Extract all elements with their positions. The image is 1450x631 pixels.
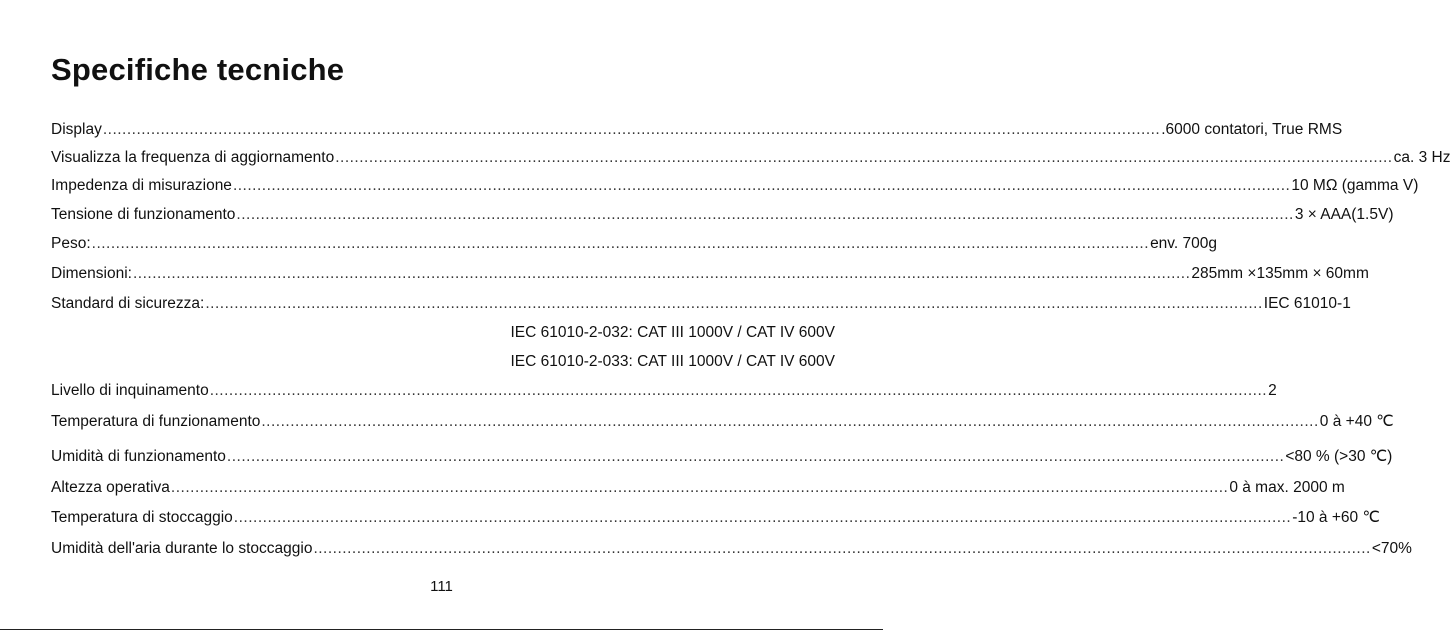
spec-row-safety-standard-cont-2 xyxy=(51,351,835,373)
spec-value: 3 × AAA(1.5V) xyxy=(1294,206,1394,223)
spec-row-safety-standard xyxy=(51,293,1351,315)
spec-label: Display xyxy=(51,121,102,138)
spec-row-refresh-rate xyxy=(51,147,1450,169)
dot-leader: ............................................................................................................................................................................................................................ xyxy=(170,479,1229,496)
spec-row-display xyxy=(51,119,1343,141)
dot-leader: ............................................................................................................................................................................................................................ xyxy=(91,235,1150,252)
spec-row-safety-standard-cont-1 xyxy=(51,322,835,344)
page-number: 111 xyxy=(430,578,453,595)
dot-leader: ............................................................................................................................................................................................................................ xyxy=(261,413,1319,430)
spec-list xyxy=(51,0,1450,631)
dot-leader: ............................................................................................................................................................................................................................ xyxy=(232,177,1291,194)
spec-label: Impedenza di misurazione xyxy=(51,177,232,194)
spec-row-storage-humidity xyxy=(51,538,1412,560)
spec-label: Temperatura di stoccaggio xyxy=(51,509,233,526)
spec-row-dimensions xyxy=(51,263,1369,285)
spec-row-operating-humidity xyxy=(51,446,1393,468)
spec-value: 10 MΩ (gamma V) xyxy=(1291,177,1419,194)
spec-label: Umidità dell'aria durante lo stoccaggio xyxy=(51,540,313,557)
spec-value: 0 à +40 ℃ xyxy=(1319,413,1394,430)
dot-leader: ............................................................................................................................................................................................................................ xyxy=(209,382,1268,399)
dot-leader: ............................................................................................................................................................................................................................ xyxy=(313,540,1371,557)
spec-row-pollution-degree xyxy=(51,380,1277,402)
dot-leader: ............................................................................................................................................................................................................................ xyxy=(205,295,1263,312)
spec-row-operating-temperature xyxy=(51,411,1394,433)
dot-leader: ............................................................................................................................................................................................................................ xyxy=(236,206,1294,223)
spec-value: <70% xyxy=(1371,540,1412,557)
spec-row-impedance xyxy=(51,175,1419,197)
spec-value: ca. 3 Hz xyxy=(1393,149,1450,166)
spec-label: Standard di sicurezza: xyxy=(51,295,205,312)
spec-label: Livello di inquinamento xyxy=(51,382,209,399)
spec-row-supply-voltage xyxy=(51,204,1394,226)
spec-row-operating-altitude xyxy=(51,477,1345,499)
dot-leader: ............................................................................................................................................................................................................................ xyxy=(132,265,1191,282)
spec-value: IEC 61010-2-032: CAT III 1000V / CAT IV 600V xyxy=(510,324,835,341)
spec-value: 285mm ×135mm × 60mm xyxy=(1191,265,1369,282)
spec-row-storage-temperature xyxy=(51,507,1380,529)
spec-value: 2 xyxy=(1268,382,1277,399)
dot-leader: ............................................................................................................................................................................................................................ xyxy=(335,149,1393,166)
dot-leader: ............................................................................................................................................................................................................................ xyxy=(226,448,1285,465)
spec-label: Dimensioni: xyxy=(51,265,132,282)
spec-value: IEC 61010-1 xyxy=(1263,295,1351,312)
spec-value: <80 % (>30 ℃) xyxy=(1285,448,1393,465)
spec-label: Tensione di funzionamento xyxy=(51,206,236,223)
spec-value: env. 700g xyxy=(1150,235,1217,252)
dot-leader: ............................................................................................................................................................................................................................ xyxy=(102,121,1161,138)
spec-value: IEC 61010-2-033: CAT III 1000V / CAT IV 600V xyxy=(510,353,835,370)
dot-leader: ............................................................................................................................................................................................................................ xyxy=(233,509,1292,526)
spec-label: Visualizza la frequenza di aggiornamento xyxy=(51,149,335,166)
spec-label: Umidità di funzionamento xyxy=(51,448,226,465)
spec-row-weight xyxy=(51,233,1217,255)
spec-label: Altezza operativa xyxy=(51,479,170,496)
spec-value: 0 à max. 2000 m xyxy=(1229,479,1345,496)
page-title: Specifiche tecniche xyxy=(51,52,345,87)
spec-label: Temperatura di funzionamento xyxy=(51,413,261,430)
spec-value: -10 à +60 ℃ xyxy=(1292,509,1380,526)
spec-label: Peso: xyxy=(51,235,91,252)
bottom-divider xyxy=(0,629,883,630)
spec-value: .6000 contatori, True RMS xyxy=(1161,121,1343,138)
